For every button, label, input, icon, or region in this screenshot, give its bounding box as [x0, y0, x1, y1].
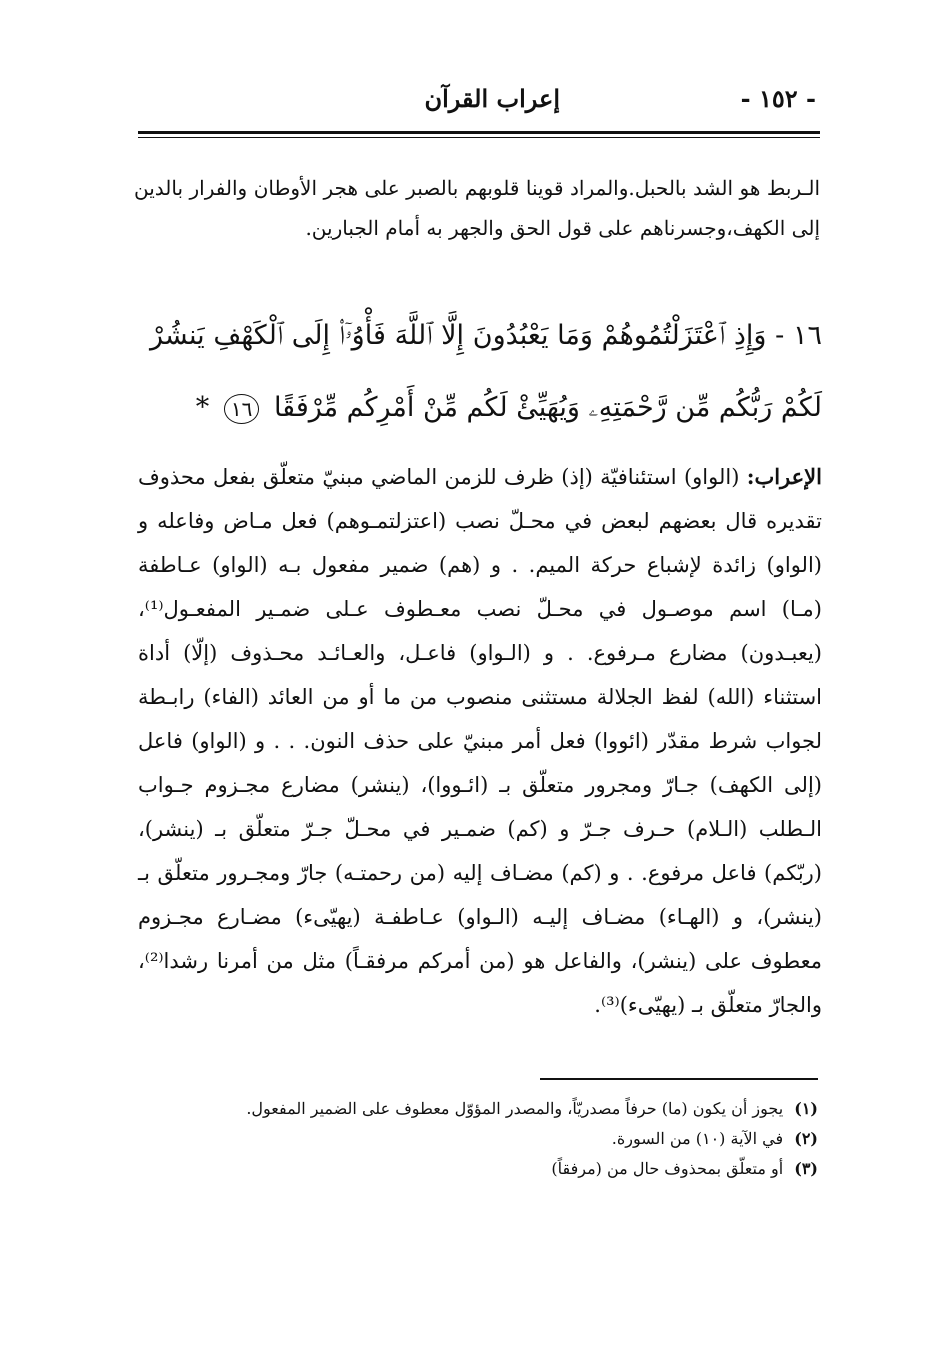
intro-text: الـربط هو الشد بالحبل.والمراد قوينا قلوبهم بالصبر على هجر الأوطان والفرار بالدين إلى الكهف،وجسرناهم على قول الحق والجهر به أمام الجبارين. [134, 176, 820, 240]
footnote-text: أو متعلّق بمحذوف حال من (مرفقاً) [551, 1159, 784, 1178]
footnote-1 [150, 1094, 818, 1124]
footnote-3 [150, 1154, 818, 1184]
footnotes [150, 1094, 818, 1184]
irab-section [138, 455, 822, 1027]
footnote-text: يجوز أن يكون (ما) حرفاً مصدريّاً، والمصدر المؤوّل معطوف على الضمير المفعول. [246, 1099, 784, 1118]
irab-paragraph [138, 455, 822, 1027]
footnote-number: (١) [794, 1099, 818, 1118]
ayah-end-mark: ١٦ [224, 394, 259, 424]
header-rule-thin [138, 137, 820, 138]
irab-label: الإعراب: [746, 464, 822, 489]
verse-asterisk: * [195, 392, 210, 423]
header-rule [138, 131, 820, 134]
book-title: إعراب القرآن [424, 84, 560, 113]
verse-text: وَإِذِ ٱعْتَزَلْتُمُوهُمْ وَمَا يَعْبُدُونَ إِلَّا ٱللَّهَ فَأْوُۥٓا۟ إِلَى ٱلْكَهْفِ يَنشُرْ لَكُمْ رَبُّكُم مِّن رَّحْمَتِهِۦ وَيُهَيِّئْ لَكُم مِّنْ أَمْرِكُم مِّرْفَقًا [150, 320, 822, 423]
footnote-2 [150, 1124, 818, 1154]
page-number: - ١٥٢ - [740, 84, 816, 113]
footnote-text: في الآية (١٠) من السورة. [611, 1129, 784, 1148]
quran-verse [150, 300, 822, 444]
irab-body: (الواو) استئنافيّة (إذ) ظرف للزمن الماضي مبنيّ متعلّق بفعل محذوف تقديره قال بعضهم لبعض في محـلّ نصب (اعتزلتمـوهم) فعل مـاض وفاعله و (الواو) زائدة لإشباع حركة الميم. . و (هم) ضمير مفعول بـه (الواو) عـاطفة (مـا) اسم موصـول في محـلّ نصب معـطوف عـلى ضمـير المفعـول⁽¹⁾، (يعبـدون) مضارع مـرفوع. . و (الـواو) فاعـل، والعـائـد محـذوف (إلّا) أداة استثناء (الله) لفظ الجلالة مستثنى منصوب من ما أو من العائد (الفاء) رابـطة لجواب شرط مقدّر (ائووا) فعل أمر مبنيّ على حذف النون. . . و (الواو) فاعل (إلى الكهف) جـارّ ومجرور متعلّق بـ (ائـووا)، (ينشر) مضارع مجـزوم جـواب الـطلب (الـلام) حـرف جـرّ و (كم) ضمـير في محـلّ جـرّ متعلّق بـ (ينشر)، (ربّكم) فاعل مرفوع. . و (كم) مضـاف إليه (من رحمتـه) جارّ ومجـرور متعلّق بـ (ينشر)، و (الهـاء) مضـاف إليـه (الـواو) عـاطفـة (يهيّىء) مضـارع مجـزوم معطوف على (ينشر)، والفاعل هو (من أمركم مرفقـاً) مثل من أمرنا رشدا⁽²⁾، والجارّ متعلّق بـ (يهيّىء)⁽³⁾. [138, 465, 822, 1017]
verse-number: ١٦ - [775, 320, 822, 351]
footnote-number: (٣) [794, 1159, 818, 1178]
footnote-separator [540, 1078, 818, 1080]
page-header [138, 78, 818, 126]
intro-paragraph [134, 168, 820, 248]
footnote-number: (٢) [794, 1129, 818, 1148]
